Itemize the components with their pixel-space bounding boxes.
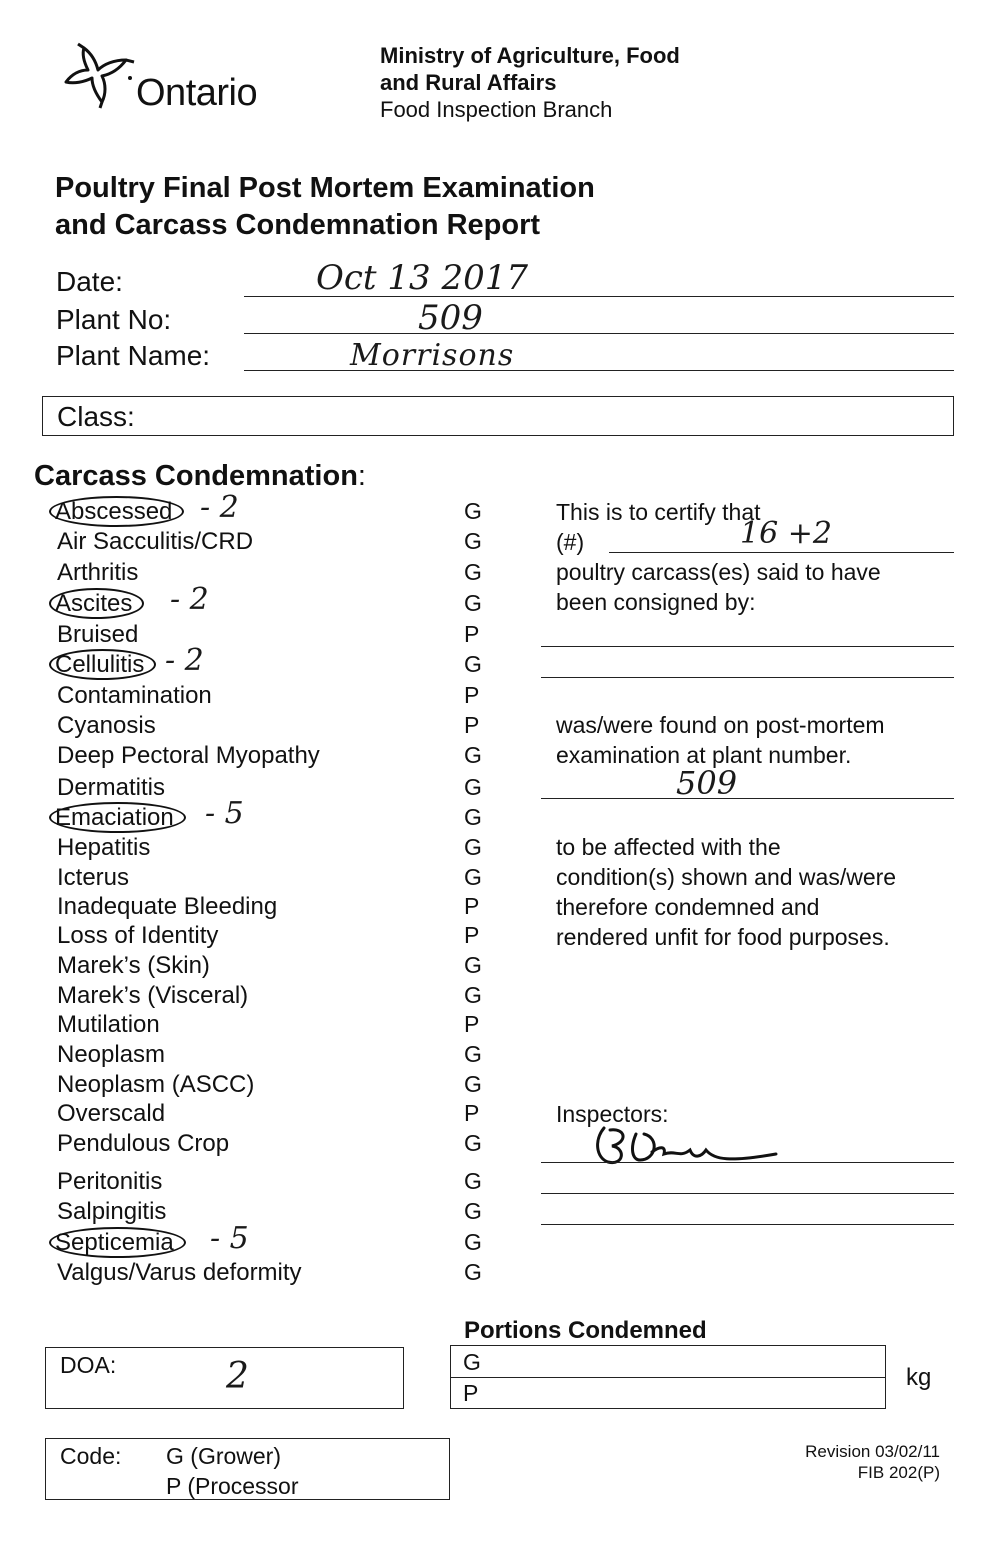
class-label: Class: xyxy=(57,401,135,432)
condition-code: G xyxy=(464,498,482,524)
condition-item[interactable] xyxy=(57,712,156,740)
form-number: FIB 202(P) xyxy=(857,1463,940,1482)
condition-code: G xyxy=(464,1130,482,1156)
condition-item[interactable] xyxy=(57,1229,186,1257)
condition-count[interactable]: - 2 xyxy=(200,490,239,525)
condition-code: G xyxy=(464,834,482,860)
condition-item[interactable] xyxy=(57,742,320,770)
condition-name: Marek’s (Visceral) xyxy=(57,982,249,1009)
cert-line4: was/were found on post-mortem xyxy=(556,712,885,738)
condition-item[interactable] xyxy=(57,922,218,950)
inspector-line-3[interactable] xyxy=(541,1224,954,1225)
condition-name: Peritonitis xyxy=(57,1168,163,1195)
condition-count[interactable]: - 2 xyxy=(170,582,209,617)
condition-code: P xyxy=(464,1100,480,1126)
condition-name: Emaciation xyxy=(49,802,186,833)
condition-item[interactable] xyxy=(57,864,129,892)
code-legend xyxy=(45,1438,450,1500)
condition-name: Cyanosis xyxy=(57,712,156,739)
plant-no-value[interactable]: 509 xyxy=(418,298,483,338)
condition-name: Arthritis xyxy=(57,559,139,586)
condition-item[interactable] xyxy=(57,651,156,679)
revision-date: Revision 03/02/11 xyxy=(805,1442,940,1461)
ministry-line2: and Rural Affairs xyxy=(380,70,557,95)
portions-g-label: G xyxy=(463,1349,481,1375)
condition-name: Overscald xyxy=(57,1100,166,1127)
portions-p-label: P xyxy=(463,1380,479,1406)
ministry-header xyxy=(380,42,680,123)
cert-line6: to be affected with the xyxy=(556,834,781,860)
code-legend-label: Code: xyxy=(60,1443,122,1469)
condition-code: P xyxy=(464,1011,480,1037)
ministry-line1: Ministry of Agriculture, Food xyxy=(380,43,680,68)
plant-no-label: Plant No: xyxy=(56,304,172,335)
condition-item[interactable] xyxy=(57,774,165,802)
code-legend-grower: G (Grower) xyxy=(166,1443,281,1469)
portions-row-grower[interactable] xyxy=(451,1346,885,1378)
condition-item[interactable] xyxy=(57,1259,302,1287)
condition-item[interactable] xyxy=(57,1198,166,1226)
condition-name: Neoplasm xyxy=(57,1041,166,1068)
date-value[interactable]: Oct 13 2017 xyxy=(316,258,528,298)
condition-item[interactable] xyxy=(57,498,184,526)
condition-name: Mutilation xyxy=(57,1011,160,1038)
condition-code: G xyxy=(464,651,482,677)
condition-code: G xyxy=(464,804,482,830)
class-field[interactable] xyxy=(42,396,954,436)
condition-name: Inadequate Bleeding xyxy=(57,893,278,920)
consigned-line-2[interactable] xyxy=(541,677,954,678)
condition-item[interactable] xyxy=(57,893,277,921)
condition-code: P xyxy=(464,621,480,647)
condition-item[interactable] xyxy=(57,952,210,980)
condition-name: Loss of Identity xyxy=(57,922,219,949)
cert-line3: been consigned by: xyxy=(556,589,756,615)
condition-item[interactable] xyxy=(57,1071,254,1099)
condition-name: Cellulitis xyxy=(49,649,156,680)
cert-line1: This is to certify that xyxy=(556,499,761,525)
code-legend-processor: P (Processor xyxy=(166,1473,299,1499)
portions-unit: kg xyxy=(906,1364,932,1391)
condition-name: Hepatitis xyxy=(57,834,151,861)
cert-hash: (#) xyxy=(556,529,585,555)
condition-code: P xyxy=(464,893,480,919)
condition-item[interactable] xyxy=(57,682,212,710)
cert-line8: therefore condemned and xyxy=(556,894,820,920)
doa-field[interactable] xyxy=(45,1347,404,1409)
condition-code: G xyxy=(464,1229,482,1255)
section-title-text: Carcass Condemnation xyxy=(34,460,358,492)
cert-line7: condition(s) shown and was/were xyxy=(556,864,897,890)
condition-item[interactable] xyxy=(57,1041,165,1069)
condition-code: G xyxy=(464,1198,482,1224)
condition-item[interactable] xyxy=(57,559,138,587)
cert-count-line xyxy=(609,552,954,553)
title-line2: and Carcass Condemnation Report xyxy=(55,209,541,241)
condition-name: Ascites xyxy=(49,588,144,619)
condition-item[interactable] xyxy=(57,1100,165,1128)
condition-count[interactable]: - 5 xyxy=(205,796,244,831)
portions-condemned-table xyxy=(450,1345,886,1409)
condition-name: Marek’s (Skin) xyxy=(57,952,210,979)
condition-name: Dermatitis xyxy=(57,774,166,801)
cert-plant-number-value[interactable]: 509 xyxy=(676,764,738,802)
condition-code: G xyxy=(464,982,482,1008)
condition-item[interactable] xyxy=(57,834,150,862)
condition-name: Deep Pectoral Myopathy xyxy=(57,742,320,769)
doa-value[interactable]: 2 xyxy=(226,1356,249,1397)
condition-count[interactable]: - 5 xyxy=(210,1221,249,1256)
condition-count[interactable]: - 2 xyxy=(165,643,204,678)
condition-name: Pendulous Crop xyxy=(57,1130,230,1157)
condition-item[interactable] xyxy=(57,1130,229,1158)
consigned-line-1[interactable] xyxy=(541,646,954,647)
title-line1: Poultry Final Post Mortem Examination xyxy=(55,172,595,204)
condition-code: G xyxy=(464,1041,482,1067)
condition-code: G xyxy=(464,1168,482,1194)
inspector-line-2[interactable] xyxy=(541,1193,954,1194)
cert-line9: rendered unfit for food purposes. xyxy=(556,924,890,950)
condition-name: Abscessed xyxy=(49,496,184,527)
plant-number-line xyxy=(541,798,954,799)
condition-name: Bruised xyxy=(57,621,139,648)
condition-item[interactable] xyxy=(57,1011,160,1039)
condition-name: Valgus/Varus deformity xyxy=(57,1259,302,1286)
plant-name-label: Plant Name: xyxy=(56,340,211,371)
condition-code: G xyxy=(464,952,482,978)
condition-item[interactable] xyxy=(57,528,253,556)
cert-count-value[interactable]: 16 +2 xyxy=(740,516,832,551)
doa-label: DOA: xyxy=(60,1352,117,1378)
condition-name: Salpingitis xyxy=(57,1198,167,1225)
condition-code: G xyxy=(464,590,482,616)
condition-item[interactable] xyxy=(57,804,186,832)
condition-item[interactable] xyxy=(57,590,144,618)
condition-code: G xyxy=(464,1259,482,1285)
inspector-line-1[interactable] xyxy=(541,1162,954,1163)
condition-code: G xyxy=(464,1071,482,1097)
condition-name: Icterus xyxy=(57,864,130,891)
condition-code: G xyxy=(464,559,482,585)
condition-name: Neoplasm (ASCC) xyxy=(57,1071,255,1098)
report-title xyxy=(55,170,595,244)
plant-name-value[interactable]: Morrisons xyxy=(350,338,515,373)
condition-code: P xyxy=(464,922,480,948)
condition-item[interactable] xyxy=(57,621,138,649)
condition-code: P xyxy=(464,712,480,738)
condition-code: G xyxy=(464,528,482,554)
cert-line2: poultry carcass(es) said to have xyxy=(556,559,881,585)
ontario-wordmark: Ontario xyxy=(136,72,258,114)
inspectors-label: Inspectors: xyxy=(556,1101,669,1127)
plant-no-line xyxy=(244,333,954,334)
condition-code: G xyxy=(464,864,482,890)
condition-name: Contamination xyxy=(57,682,212,709)
cert-line5: examination at plant number. xyxy=(556,742,852,768)
condition-name: Air Sacculitis/CRD xyxy=(57,528,254,555)
revision-info xyxy=(805,1441,940,1483)
condition-item[interactable] xyxy=(57,982,248,1010)
condition-name: Septicemia xyxy=(49,1227,186,1258)
date-label: Date: xyxy=(56,266,123,297)
portions-condemned-title: Portions Condemned xyxy=(464,1317,707,1344)
carcass-condemnation-title: Carcass Condemnation: xyxy=(34,460,366,492)
branch-name: Food Inspection Branch xyxy=(380,97,613,122)
condition-code: G xyxy=(464,742,482,768)
condition-code: G xyxy=(464,774,482,800)
condition-item[interactable] xyxy=(57,1168,162,1196)
condition-code: P xyxy=(464,682,480,708)
portions-row-processor[interactable] xyxy=(451,1377,885,1408)
